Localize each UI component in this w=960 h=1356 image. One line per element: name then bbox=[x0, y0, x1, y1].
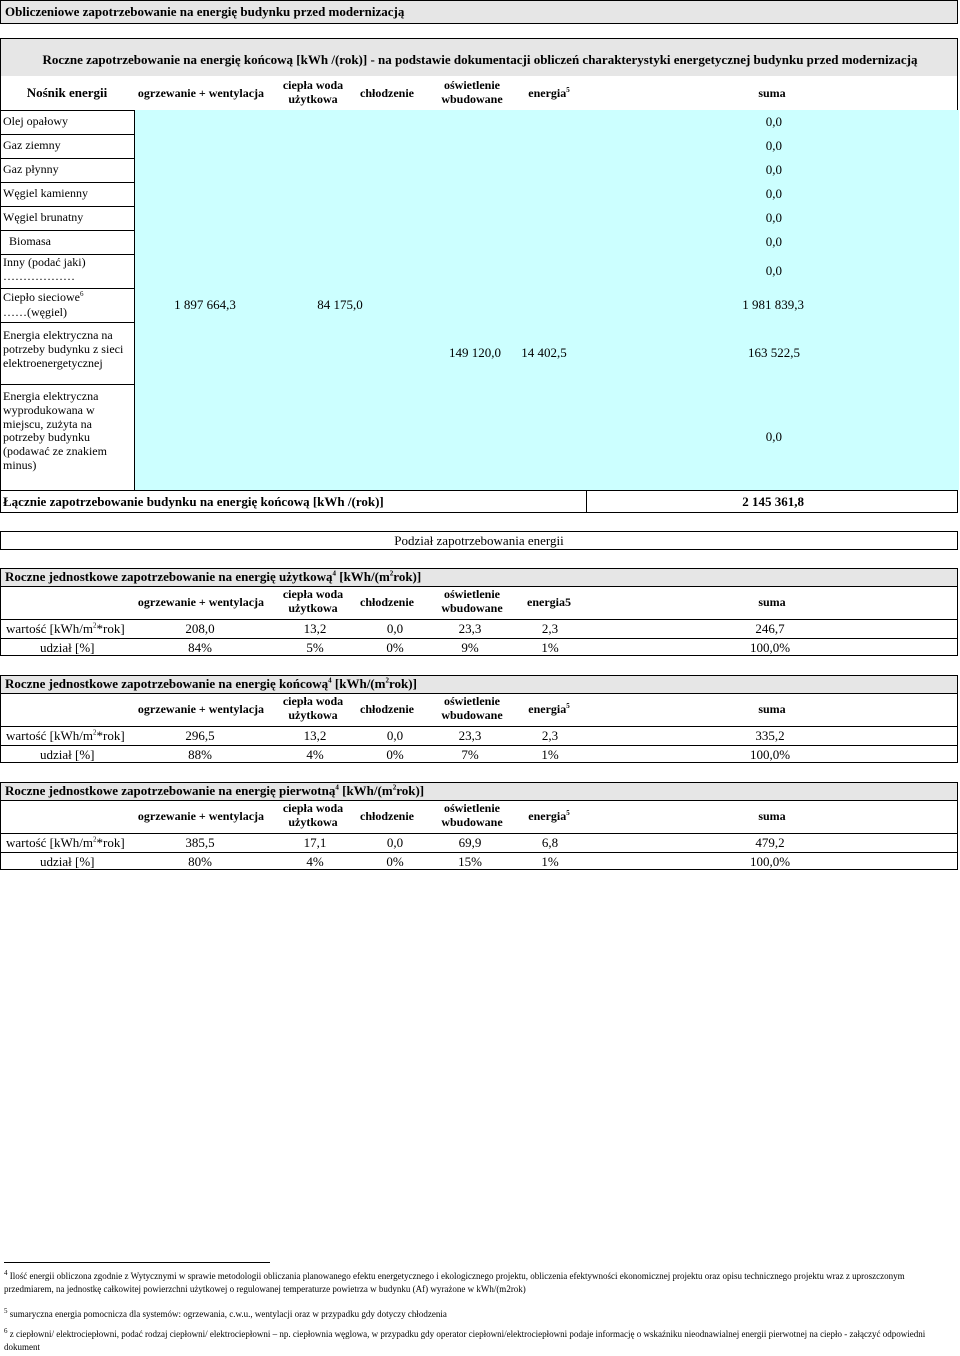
value-aux: 6,8 bbox=[541, 835, 559, 850]
sum-district-heat: 1 981 839,3 bbox=[742, 297, 804, 312]
value-sum: 246,7 bbox=[755, 621, 785, 636]
header-lighting: oświetlenie wbudowane bbox=[441, 78, 503, 106]
row-label-lpg: Gaz płynny bbox=[3, 162, 59, 176]
section-header-aux: energia5 bbox=[527, 595, 571, 609]
row-label-lignite: Węgiel brunatny bbox=[3, 210, 84, 224]
row-label-grid-electricity: Energia elektryczna na potrzeby budynku z sieci elektroenergetycznej bbox=[3, 328, 124, 370]
share-hot-water: 4% bbox=[306, 854, 324, 869]
section-header-heating: ogrzewanie + wentylacja bbox=[137, 809, 265, 823]
value-hot-water: 17,1 bbox=[303, 835, 327, 850]
split-title-box bbox=[0, 531, 958, 550]
share-lighting: 7% bbox=[461, 747, 479, 762]
header-sum: suma bbox=[758, 86, 786, 100]
value-sum: 335,2 bbox=[755, 728, 785, 743]
share-cooling: 0% bbox=[386, 854, 404, 869]
value-aux: 2,3 bbox=[541, 621, 559, 636]
sum-lpg: 0,0 bbox=[765, 162, 782, 177]
value-hot-water: 13,2 bbox=[303, 728, 327, 743]
share-cooling: 0% bbox=[386, 640, 404, 655]
row-value-label: wartość $[kWh/m^2*rok]$ bbox=[6, 621, 125, 636]
section-header-sum: suma bbox=[758, 809, 786, 823]
sum-oil: 0,0 bbox=[765, 114, 782, 129]
section-title-box bbox=[0, 568, 958, 587]
section-header-sum: suma bbox=[758, 702, 786, 716]
share-aux: 1% bbox=[541, 640, 559, 655]
value-lighting: 23,3 bbox=[458, 728, 482, 743]
value-cooling: 0,0 bbox=[386, 728, 404, 743]
row-label-hard-coal: Węgiel kamienny bbox=[3, 186, 88, 200]
share-heating: 80% bbox=[188, 854, 212, 869]
footnote-4: $^4$ Ilość energii obliczona zgodnie z Wytycznymi w sprawie metodologii obliczania planowanego efektu energetycznego i ekologicznego projektu, obliczenia efektywności ekonomicznej projektu oraz opisu technicznego projektu wraz z uproszczonym przedmiarem, na jednostkę całkowitej powierzchni użytkowej o regulowanej temperaturze powietrza w budynku (Af) wyrażone w kWh/(m2rok) bbox=[4, 1269, 905, 1294]
section-title: Roczne jednostkowe zapotrzebowanie na energię końcową$^4$ $[kWh/(m^2rok)]$ bbox=[5, 676, 417, 691]
row-label-oil: Olej opałowy bbox=[3, 114, 68, 128]
value-lighting: 69,9 bbox=[458, 835, 482, 850]
page-title: Obliczeniowe zapotrzebowanie na energię budynku przed modernizacją bbox=[5, 4, 405, 19]
sum-natural-gas: 0,0 bbox=[765, 138, 782, 153]
district-heat-hot-water: 84 175,0 bbox=[317, 297, 363, 312]
section-title: Roczne jednostkowe zapotrzebowanie na energię użytkową$^4$ $[kWh/(m^2rok)]$ bbox=[5, 569, 422, 584]
section-header-aux: energia$^5$ bbox=[528, 702, 570, 716]
header-carrier: Nośnik energii bbox=[26, 85, 108, 100]
section-header-lighting: oświetlenie wbudowane bbox=[441, 694, 503, 722]
title-box bbox=[0, 0, 958, 24]
share-lighting: 15% bbox=[458, 854, 482, 869]
section-header-heating: ogrzewanie + wentylacja bbox=[137, 595, 265, 609]
section-header-hot-water: ciepła woda użytkowa bbox=[282, 694, 344, 722]
main-table-header bbox=[0, 76, 958, 110]
section-title: Roczne jednostkowe zapotrzebowanie na energię pierwotną$^4$ $[kWh/(m^2rok)]$ bbox=[5, 783, 425, 798]
row-label-district-heat: Ciepło sieciowe$^6$ bbox=[3, 290, 84, 304]
grid-electricity-lighting: 149 120,0 bbox=[449, 345, 501, 360]
sum-biomass: 0,0 bbox=[765, 234, 782, 249]
value-sum: 479,2 bbox=[755, 835, 785, 850]
row-value-label: wartość $[kWh/m^2*rok]$ bbox=[6, 835, 125, 850]
section-header-lighting: oświetlenie wbudowane bbox=[441, 587, 503, 615]
value-heating: 208,0 bbox=[185, 621, 215, 636]
share-cooling: 0% bbox=[386, 747, 404, 762]
subtitle-box bbox=[0, 38, 958, 76]
footnote-separator bbox=[4, 1262, 270, 1263]
grid-electricity-aux: 14 402,5 bbox=[521, 345, 567, 360]
header-heating: ogrzewanie + wentylacja bbox=[137, 86, 265, 100]
sum-hard-coal: 0,0 bbox=[765, 186, 782, 201]
section-header-cooling: chłodzenie bbox=[360, 595, 414, 609]
district-heat-heating: 1 897 664,3 bbox=[174, 297, 236, 312]
share-sum: 100,0% bbox=[749, 640, 791, 655]
section-header-cooling: chłodzenie bbox=[360, 809, 414, 823]
section-header-heating: ogrzewanie + wentylacja bbox=[137, 702, 265, 716]
total-value: 2 145 361,8 bbox=[742, 494, 804, 509]
row-share-label: udział [%] bbox=[40, 747, 95, 762]
row-label-other: Inny (podać jaki) ……………… bbox=[3, 255, 86, 283]
value-lighting: 23,3 bbox=[458, 621, 482, 636]
header-cooling: chłodzenie bbox=[360, 86, 414, 100]
share-heating: 88% bbox=[188, 747, 212, 762]
row-share-label: udział [%] bbox=[40, 854, 95, 869]
sum-grid-electricity: 163 522,5 bbox=[748, 345, 800, 360]
value-heating: 296,5 bbox=[185, 728, 215, 743]
share-hot-water: 4% bbox=[306, 747, 324, 762]
value-heating: 385,5 bbox=[185, 835, 215, 850]
footnote-5: $^5$ sumaryczna energia pomocnicza dla systemów: ogrzewania, c.w.u., wentylacji oraz w przypadku gdy dotyczy chłodzenia bbox=[4, 1307, 447, 1319]
section-header-hot-water: ciepła woda użytkowa bbox=[282, 801, 344, 829]
total-label: Łącznie zapotrzebowanie budynku na energię końcową [kWh /(rok)] bbox=[3, 494, 384, 509]
row-label-onsite-electricity: Energia elektryczna wyprodukowana w miejscu, zużyta na potrzeby budynku (podawać ze znakiem minus) bbox=[3, 389, 107, 472]
share-lighting: 9% bbox=[461, 640, 479, 655]
sum-onsite-electricity: 0,0 bbox=[765, 429, 782, 444]
header-hot-water: ciepła woda użytkowa bbox=[282, 78, 344, 106]
row-label-biomass: Biomasa bbox=[9, 234, 51, 248]
section-header-lighting: oświetlenie wbudowane bbox=[441, 801, 503, 829]
share-hot-water: 5% bbox=[306, 640, 324, 655]
row-value-label: wartość $[kWh/m^2*rok]$ bbox=[6, 728, 125, 743]
section-title-box bbox=[0, 675, 958, 694]
row-label-district-heat-source: ……(węgiel) bbox=[3, 305, 67, 319]
section-title-box bbox=[0, 782, 958, 801]
section-header-hot-water: ciepła woda użytkowa bbox=[282, 587, 344, 615]
share-aux: 1% bbox=[541, 854, 559, 869]
split-title: Podział zapotrzebowania energii bbox=[394, 533, 564, 548]
header-aux-energy: energia$^5$ bbox=[528, 86, 570, 100]
sum-lignite: 0,0 bbox=[765, 210, 782, 225]
row-label-natural-gas: Gaz ziemny bbox=[3, 138, 61, 152]
value-cooling: 0,0 bbox=[386, 621, 404, 636]
share-sum: 100,0% bbox=[749, 747, 791, 762]
share-heating: 84% bbox=[188, 640, 212, 655]
main-table-subtitle: Roczne zapotrzebowanie na energię końcową [kWh /(rok)] - na podstawie dokumentacji obliczeń charakterystyki energetycznej budynku przed modernizacją bbox=[42, 52, 918, 67]
footnote-6: $^6$ z ciepłowni/ elektrociepłowni, podać rodzaj ciepłowni/ elektrociepłowni – np. ciepłownia węglowa, w przypadku gdy operator ciepłowni/elektrociepłowni podaje informację o wskaźniku nieodnawialnej energii pierwotnej na ciepło - załączyć odpowiedni dokument bbox=[4, 1327, 926, 1352]
sum-other: 0,0 bbox=[765, 263, 782, 278]
section-header-sum: suma bbox=[758, 595, 786, 609]
section-header-cooling: chłodzenie bbox=[360, 702, 414, 716]
share-sum: 100,0% bbox=[749, 854, 791, 869]
row-share-label: udział [%] bbox=[40, 640, 95, 655]
value-cooling: 0,0 bbox=[386, 835, 404, 850]
section-header-aux: energia$^5$ bbox=[528, 809, 570, 823]
share-aux: 1% bbox=[541, 747, 559, 762]
value-aux: 2,3 bbox=[541, 728, 559, 743]
value-hot-water: 13,2 bbox=[303, 621, 327, 636]
